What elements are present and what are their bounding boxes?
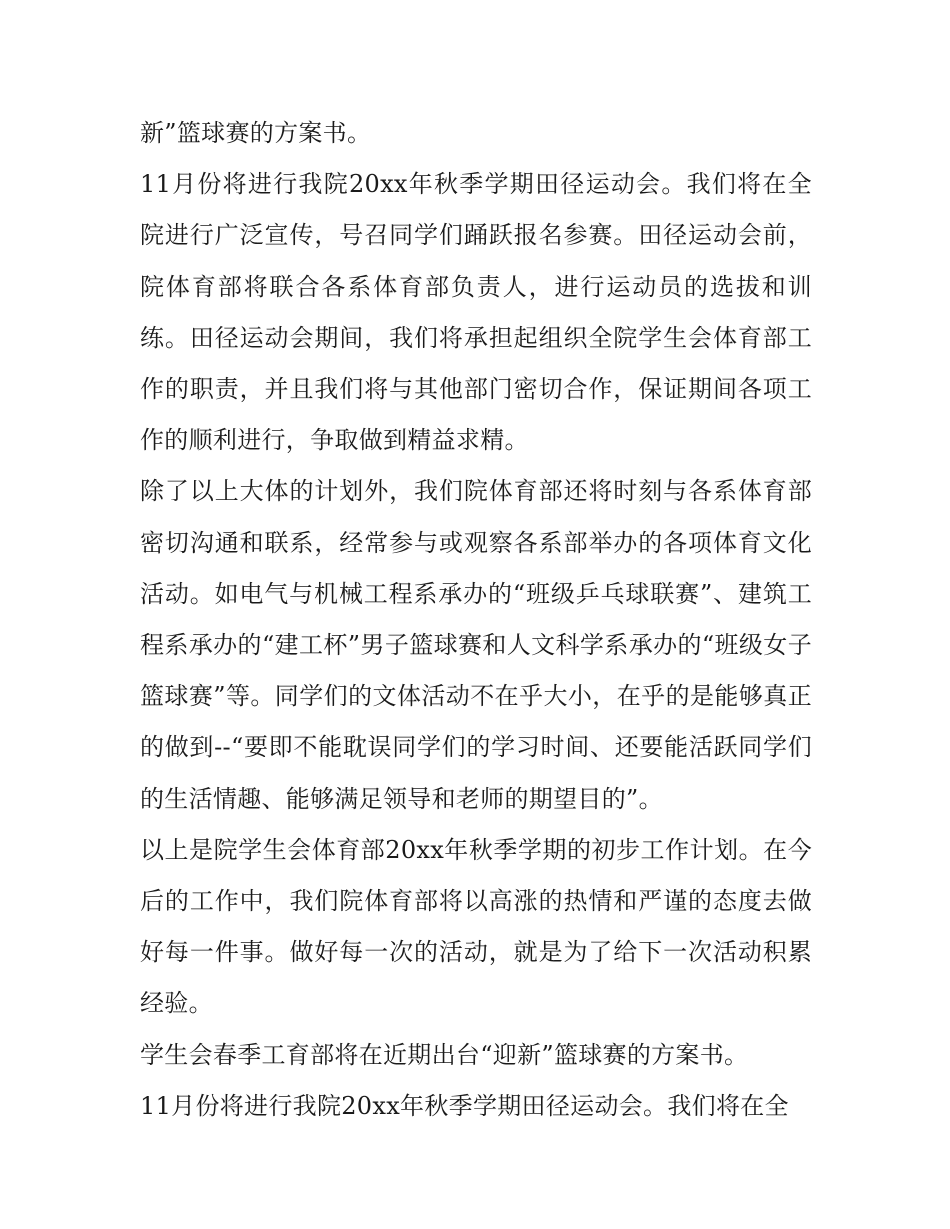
document-body: [140, 108, 812, 1132]
paragraph-3: 除了以上大体的计划外，我们院体育部还将时刻与各系体育部密切沟通和联系，经常参与或观察各系部举办的各项体育文化活动。如电气与机械工程系承办的“班级乒乓球联赛”、建筑工程系承办的“建工杯”男子篮球赛和人文科学系承办的“班级女子篮球赛”等。同学们的文体活动不在乎大小，在乎的是能够真正的做到--“要即不能耽误同学们的学习时间、还要能活跃同学们的生活情趣、能够满足领导和老师的期望目的”。: [140, 477, 812, 813]
paragraph-6: 11月份将进行我院20xx年秋季学期田径运动会。我们将在全: [140, 1091, 789, 1120]
paragraph-4: 以上是院学生会体育部20xx年秋季学期的初步工作计划。在今后的工作中，我们院体育部将以高涨的热情和严谨的态度去做好每一件事。做好每一次的活动，就是为了给下一次活动积累经验。: [140, 835, 812, 1018]
paragraph-2: 11月份将进行我院20xx年秋季学期田径运动会。我们将在全院进行广泛宣传，号召同学们踊跃报名参赛。田径运动会前，院体育部将联合各系体育部负责人，进行运动员的选拔和训练。田径运动会期间，我们将承担起组织全院学生会体育部工作的职责，并且我们将与其他部门密切合作，保证期间各项工作的顺利进行，争取做到精益求精。: [140, 170, 812, 455]
paragraph-5: 学生会春季工育部将在近期出台“迎新”篮球赛的方案书。: [140, 1040, 749, 1069]
paragraph-1: 新”篮球赛的方案书。: [140, 119, 372, 147]
